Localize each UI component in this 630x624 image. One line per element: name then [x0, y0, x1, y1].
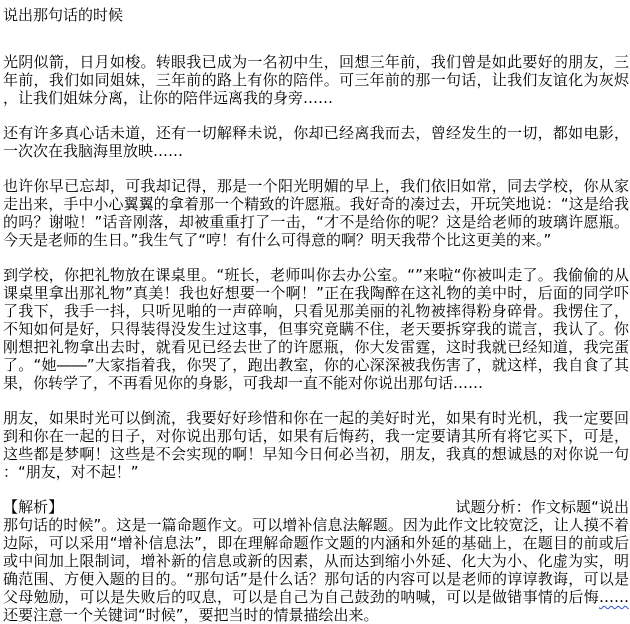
analysis-conclusion: 还要注意一个关键词“时候”，要把当时的情景描绘出来。	[3, 606, 379, 624]
essay-paragraph-3: 也许你早已忘却，可我却记得，那是一个阳光明媚的早上，我们依旧如常，同去学校，你从家走出来，手中小心翼翼的拿着那一个精致的许愿瓶。我好奇的凑过去，开玩笑地说：“这是给我的吗？谢啦！”话音刚落，却被重重打了一击，“才不是给你的呢？这是给老师的玻璃许愿瓶。今天是老师的生日。”我生气了“哼！有什么可得意的啊？明天我带个比这更美的来。”	[3, 177, 629, 249]
essay-paragraph-2: 还有许多真心话未道，还有一切解释未说，你却已经离我而去，曾经发生的一切，都如电影，一次次在我脑海里放映……	[3, 124, 629, 160]
analysis-gap-spacer	[63, 511, 455, 512]
analysis-ellipsis-underlined: ……	[599, 588, 629, 606]
analysis-label: 【解析】	[3, 498, 64, 516]
essay-title: 说出那句话的时候	[3, 6, 124, 24]
essay-paragraph-5: 朋友，如果时光可以倒流，我要好好珍惜和你在一起的美好时光，如果有时光机，我一定要回到和你在一起的日子，对你说出那句话，如果有后悔药，我一定要请其所有将它买下，可是，这些都是梦啊！这些是不会实现的啊！早知今日何必当初，朋友，我真的想诚恳的对你说一句：“朋友，对不起！”	[3, 409, 629, 481]
essay-paragraph-4: 到学校，你把礼物放在课桌里。“班长，老师叫你去办公室。“”来啦“你被叫走了。我偷偷的从课桌里拿出那礼物”真美！我也好想要一个啊！”正在我陶醉在这礼物的美中时，后面的同学吓了我下，我手一抖，只听见啪的一声碎响，只看见那美丽的礼物被摔得粉身碎骨。我愣住了，不知如何是好，只得装得没发生过这事，但事究竟瞒不住，老天要拆穿我的谎言，我认了。你刚想把礼物拿出去时，就看见已经去世了的许愿瓶，你大发雷霆，这时我就已经知道，我完蛋了。“她――”大家指着我，你哭了，跑出教室，你的心深深被我伤害了，就这样，我自食了其果，你转学了，不再看见你的身影，可我却一直不能对你说出那句话……	[3, 266, 629, 392]
analysis-section	[3, 498, 629, 624]
analysis-body: 试题分析：作文标题“说出那句话的时候”。这是一篇命题作文。可以增补信息法解题。因为此作文比较宽泛，让人摸不着边际，可以采用“增补信息法”，即在理解命题作文题的内涵和外延的基础上，在题目的前或后或中间加上限制词，增补新的信息或新的因素，从而达到缩小外延、化大为小、化虚为实，明确范围、方便入题的目的。“那句话”是什么话？那句话的内容可以是老师的谆谆教诲，可以是父母勉励，可以是失败后的叹息，可以是自己为自己鼓劲的呐喊，可以是做错事情的后悔	[3, 498, 629, 606]
essay-paragraph-1: 光阴似箭，日月如梭。转眼我已成为一名初中生，回想三年前，我们曾是如此要好的朋友，三年前，我们如同姐妹，三年前的路上有你的陪伴。可三年前的那一句话，让我们友谊化为灰烬，让我们姐妹分离，让你的陪伴远离我的身旁……	[3, 53, 629, 107]
